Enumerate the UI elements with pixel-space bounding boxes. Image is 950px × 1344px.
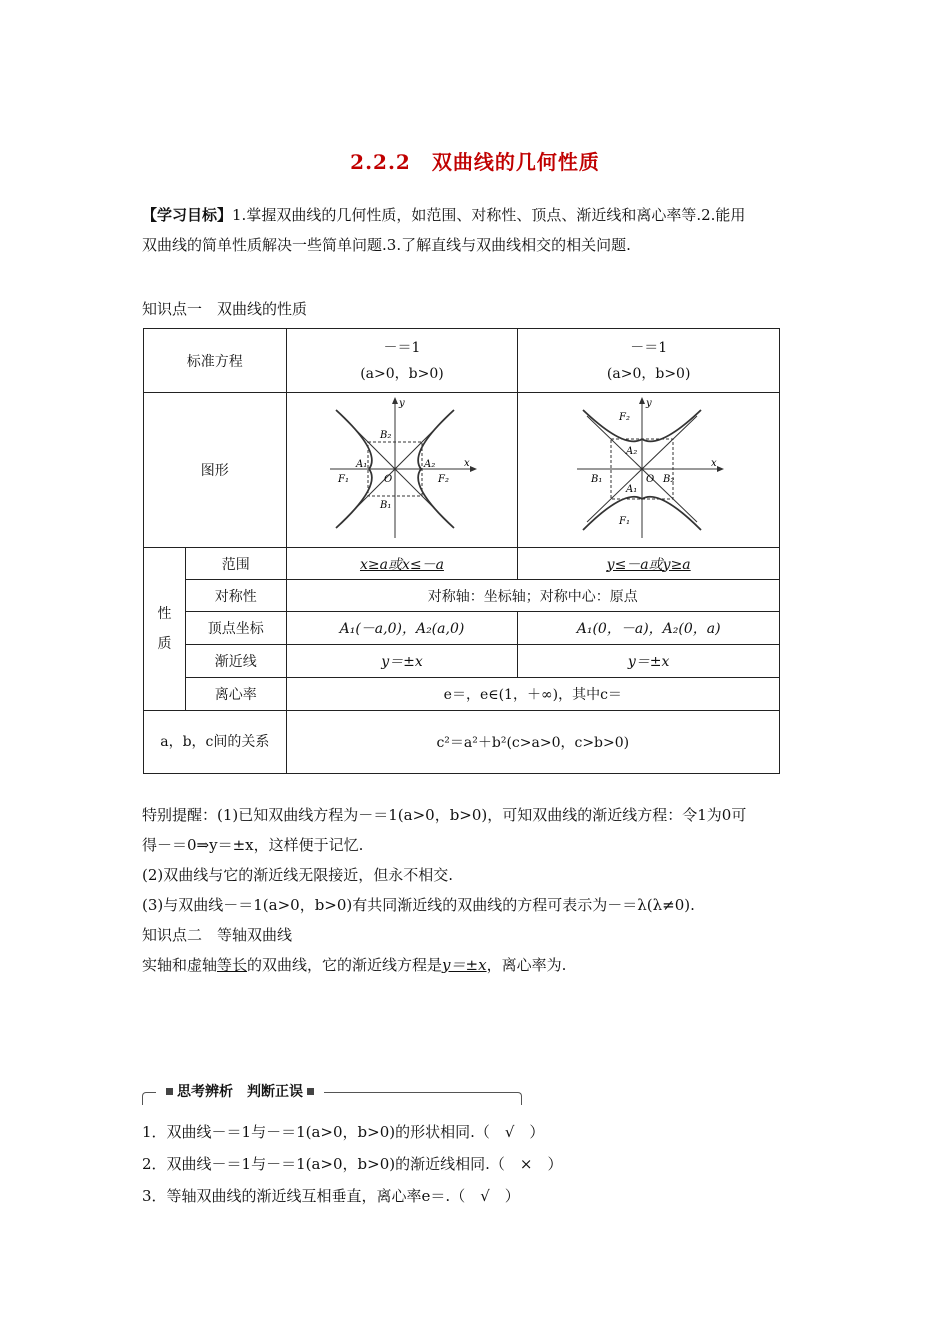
B2-label: B₂ (379, 430, 392, 441)
x-axis-arrow (470, 466, 477, 472)
page-title: 2.2.2 双曲线的几何性质 (350, 150, 600, 174)
y-axis-arrow (639, 397, 645, 404)
knowledge-point-1-heading: 知识点一 双曲线的性质 (142, 300, 308, 318)
std-eq-x-cond: (a>0，b>0) (360, 365, 444, 382)
square-icon (307, 1088, 314, 1095)
x-axis-label: x (710, 458, 717, 469)
symmetry-value: 对称轴：坐标轴；对称中心：原点 (286, 580, 779, 612)
square-icon (166, 1088, 173, 1095)
origin-label: O (383, 474, 393, 485)
A1-label: A₁ (355, 459, 368, 470)
A2-label: A₂ (625, 446, 637, 457)
asymptote-y: y＝±x (518, 645, 780, 678)
knowledge-point-2-heading: 知识点二 等轴双曲线 (142, 926, 293, 944)
equal-length: 等长 (217, 956, 248, 974)
F1-label: F₁ (618, 516, 630, 527)
std-eq-y-cell (518, 329, 780, 393)
B1-label: B₁ (590, 474, 603, 485)
think-section-header (142, 1078, 522, 1104)
list-item: 3．等轴双曲线的渐近线互相垂直，离心率e＝.（ √ ） (142, 1187, 520, 1205)
symmetry-label: 对称性 (185, 580, 286, 612)
hyperbola-x-figure (322, 396, 482, 544)
std-eq-y-cond: (a>0，b>0) (606, 365, 691, 382)
figure-y-cell (518, 393, 780, 548)
std-eq-label: 标准方程 (144, 329, 287, 393)
list-item: 2．双曲线－＝1与－＝1(a>0，b>0)的渐近线相同.（ × ） (142, 1155, 563, 1173)
note-3: (3)与双曲线－＝1(a>0，b>0)有共同渐近线的双曲线的方程可表示为－＝λ(λ≠0). (142, 896, 695, 914)
range-y: y≤－a或y≥a (518, 548, 780, 580)
property-label: 性质 (144, 548, 186, 711)
true-false-list (142, 1116, 812, 1212)
B2-label: B₂ (662, 474, 675, 485)
y-axis-arrow (392, 397, 398, 404)
F2-label: F₂ (618, 412, 630, 423)
asymptote-x: y＝±x (286, 645, 518, 678)
std-eq-y: －＝1 (630, 339, 668, 356)
eccentricity-value: e＝，e∈(1，＋∞)，其中c＝ (286, 678, 779, 711)
y-axis-label: y (645, 398, 652, 409)
note-1a: 特别提醒：(1)已知双曲线方程为－＝1(a>0，b>0)，可知双曲线的渐近线方程：令1为0可 (142, 806, 747, 824)
objectives-label: 【学习目标】 (142, 206, 233, 224)
A2-label: A₂ (423, 459, 436, 470)
eccentricity-label: 离心率 (185, 678, 286, 711)
x-axis-arrow (717, 466, 724, 472)
std-eq-x-cell (286, 329, 518, 393)
relation-value: c²＝a²＋b²(c>a>0，c>b>0) (286, 711, 779, 774)
vertex-label: 顶点坐标 (185, 612, 286, 645)
note-1b: 得－＝0⇒y＝±x，这样便于记忆. (142, 836, 364, 854)
range-label: 范围 (185, 548, 286, 580)
F1-label: F₁ (337, 474, 349, 485)
list-item: 1．双曲线－＝1与－＝1(a>0，b>0)的形状相同.（ √ ） (142, 1123, 545, 1141)
objectives-line2: 双曲线的简单性质解决一些简单问题.3.了解直线与双曲线相交的相关问题. (142, 236, 631, 254)
x-axis-label: x (463, 458, 470, 469)
think-title: 思考辨析 判断正误 (156, 1081, 324, 1101)
equiaxial-asymptote: y＝±x (442, 956, 487, 974)
equiaxial-definition: 实轴和虚轴等长的双曲线，它的渐近线方程是y＝±x，离心率为. (142, 956, 567, 974)
y-axis-label: y (398, 398, 405, 409)
special-notes (142, 800, 812, 980)
F2-label: F₂ (437, 474, 449, 485)
vertex-x: A₁(－a,0)，A₂(a,0) (286, 612, 518, 645)
note-2: (2)双曲线与它的渐近线无限接近，但永不相交. (142, 866, 454, 884)
objectives-line1: 1.掌握双曲线的几何性质，如范围、对称性、顶点、渐近线和离心率等.2.能用 (232, 206, 746, 224)
hyperbola-y-figure (569, 396, 729, 544)
figure-x-cell (286, 393, 518, 548)
relation-label: a，b，c间的关系 (144, 711, 287, 774)
learning-objectives (142, 200, 812, 260)
A1-label: A₁ (625, 484, 637, 495)
origin-label: O (645, 474, 654, 485)
figure-label: 图形 (144, 393, 287, 548)
range-x: x≥a或x≤－a (286, 548, 518, 580)
std-eq-x: －＝1 (383, 339, 421, 356)
hyperbola-properties-table (143, 328, 780, 774)
asymptote-label: 渐近线 (185, 645, 286, 678)
vertex-y: A₁(0，－a)，A₂(0，a) (518, 612, 780, 645)
B1-label: B₁ (379, 500, 392, 511)
